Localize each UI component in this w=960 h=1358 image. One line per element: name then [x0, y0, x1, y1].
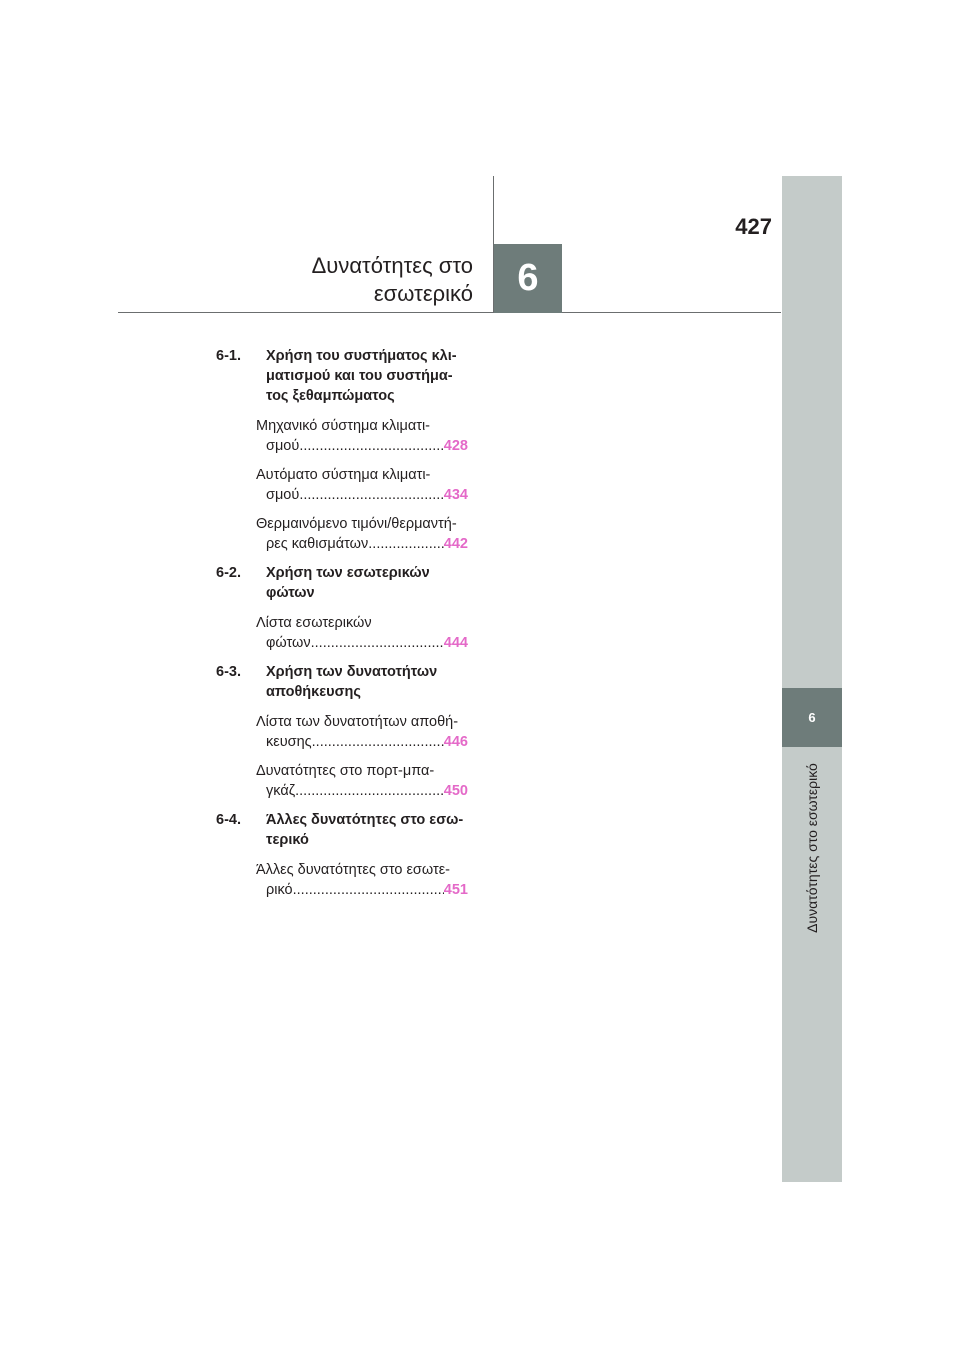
toc-page-link[interactable]: 442 [443, 536, 468, 552]
toc-entry-title-end: γκάζ [266, 783, 296, 799]
toc-leader-dots [312, 732, 444, 752]
toc-entry[interactable] [256, 860, 468, 900]
toc-leader-dots [311, 633, 444, 653]
toc-page-link[interactable]: 434 [443, 487, 468, 503]
side-tab-number: 6 [808, 710, 816, 725]
toc-entry-title: Θερμαινόμενο τιμόνι/θερμαντή- [256, 516, 457, 532]
side-band [782, 176, 842, 1182]
toc-section-number: 6-1. [216, 348, 241, 364]
toc-page-link[interactable]: 428 [443, 438, 468, 454]
toc-section-title: Χρήση των εσωτερικών φώτων [266, 565, 430, 601]
chapter-number-box [494, 244, 562, 313]
table-of-contents [216, 346, 468, 909]
side-tab[interactable] [782, 688, 842, 747]
toc-entry[interactable] [256, 465, 468, 505]
toc-entry-title: Λίστα των δυνατοτήτων αποθή- [256, 714, 459, 730]
toc-section-title: Άλλες δυνατότητες στο εσω-τερικό [266, 812, 464, 848]
toc-entry-title-end: ρες καθισμάτων [266, 536, 369, 552]
toc-section [216, 563, 468, 603]
toc-entry-continuation [256, 880, 468, 900]
toc-section [216, 346, 468, 406]
toc-entry-title-end: φώτων [266, 635, 311, 651]
toc-section-number: 6-4. [216, 812, 241, 828]
header-horizontal-rule [118, 312, 781, 313]
toc-entry-title: Άλλες δυνατότητες στο εσωτε- [256, 862, 450, 878]
toc-page-link[interactable]: 451 [443, 882, 468, 898]
toc-entry-continuation [256, 732, 468, 752]
toc-page-link[interactable]: 446 [443, 734, 468, 750]
toc-section-title: Χρήση των δυνατοτήτων αποθήκευσης [266, 664, 438, 700]
toc-entry-title: Αυτόματο σύστημα κλιματι- [256, 467, 431, 483]
toc-entry-continuation [256, 485, 468, 505]
toc-entry-continuation [256, 534, 468, 554]
toc-entry[interactable] [256, 514, 468, 554]
chapter-title-line1: Δυνατότητες στο [311, 253, 473, 278]
toc-entry[interactable] [256, 761, 468, 801]
toc-leader-dots [299, 436, 443, 456]
toc-entry[interactable] [256, 613, 468, 653]
toc-entry-title-end: σμού [266, 487, 300, 503]
toc-entry[interactable] [256, 712, 468, 752]
toc-entry-title: Δυνατότητες στο πορτ-μπα- [256, 763, 435, 779]
toc-leader-dots [368, 534, 444, 554]
toc-page-link[interactable]: 444 [443, 635, 468, 651]
chapter-title [200, 252, 473, 308]
toc-entry-title-end: ρικό [266, 882, 293, 898]
toc-leader-dots [299, 485, 443, 505]
toc-entry-title-end: σμού [266, 438, 300, 454]
toc-section [216, 662, 468, 702]
toc-entry[interactable] [256, 416, 468, 456]
toc-leader-dots [295, 781, 444, 801]
toc-page-link[interactable]: 450 [443, 783, 468, 799]
toc-section-number: 6-3. [216, 664, 241, 680]
chapter-title-line2: εσωτερικό [373, 281, 473, 306]
side-tab-label: Δυνατότητες στο εσωτερικό [804, 763, 820, 933]
toc-leader-dots [293, 880, 444, 900]
page-number: 427 [735, 214, 772, 239]
toc-section-title: Χρήση του συστήματος κλι-ματισμού και του συστήμα-τος ξεθαμπώματος [266, 348, 457, 404]
chapter-number: 6 [517, 257, 539, 299]
toc-entry-title-end: κευσης [266, 734, 312, 750]
toc-entry-continuation [256, 781, 468, 801]
toc-section [216, 810, 468, 850]
toc-section-number: 6-2. [216, 565, 241, 581]
toc-entry-title: Λίστα εσωτερικών [256, 615, 372, 631]
toc-entry-continuation [256, 436, 468, 456]
toc-entry-title: Μηχανικό σύστημα κλιματι- [256, 418, 431, 434]
toc-entry-continuation [256, 633, 468, 653]
